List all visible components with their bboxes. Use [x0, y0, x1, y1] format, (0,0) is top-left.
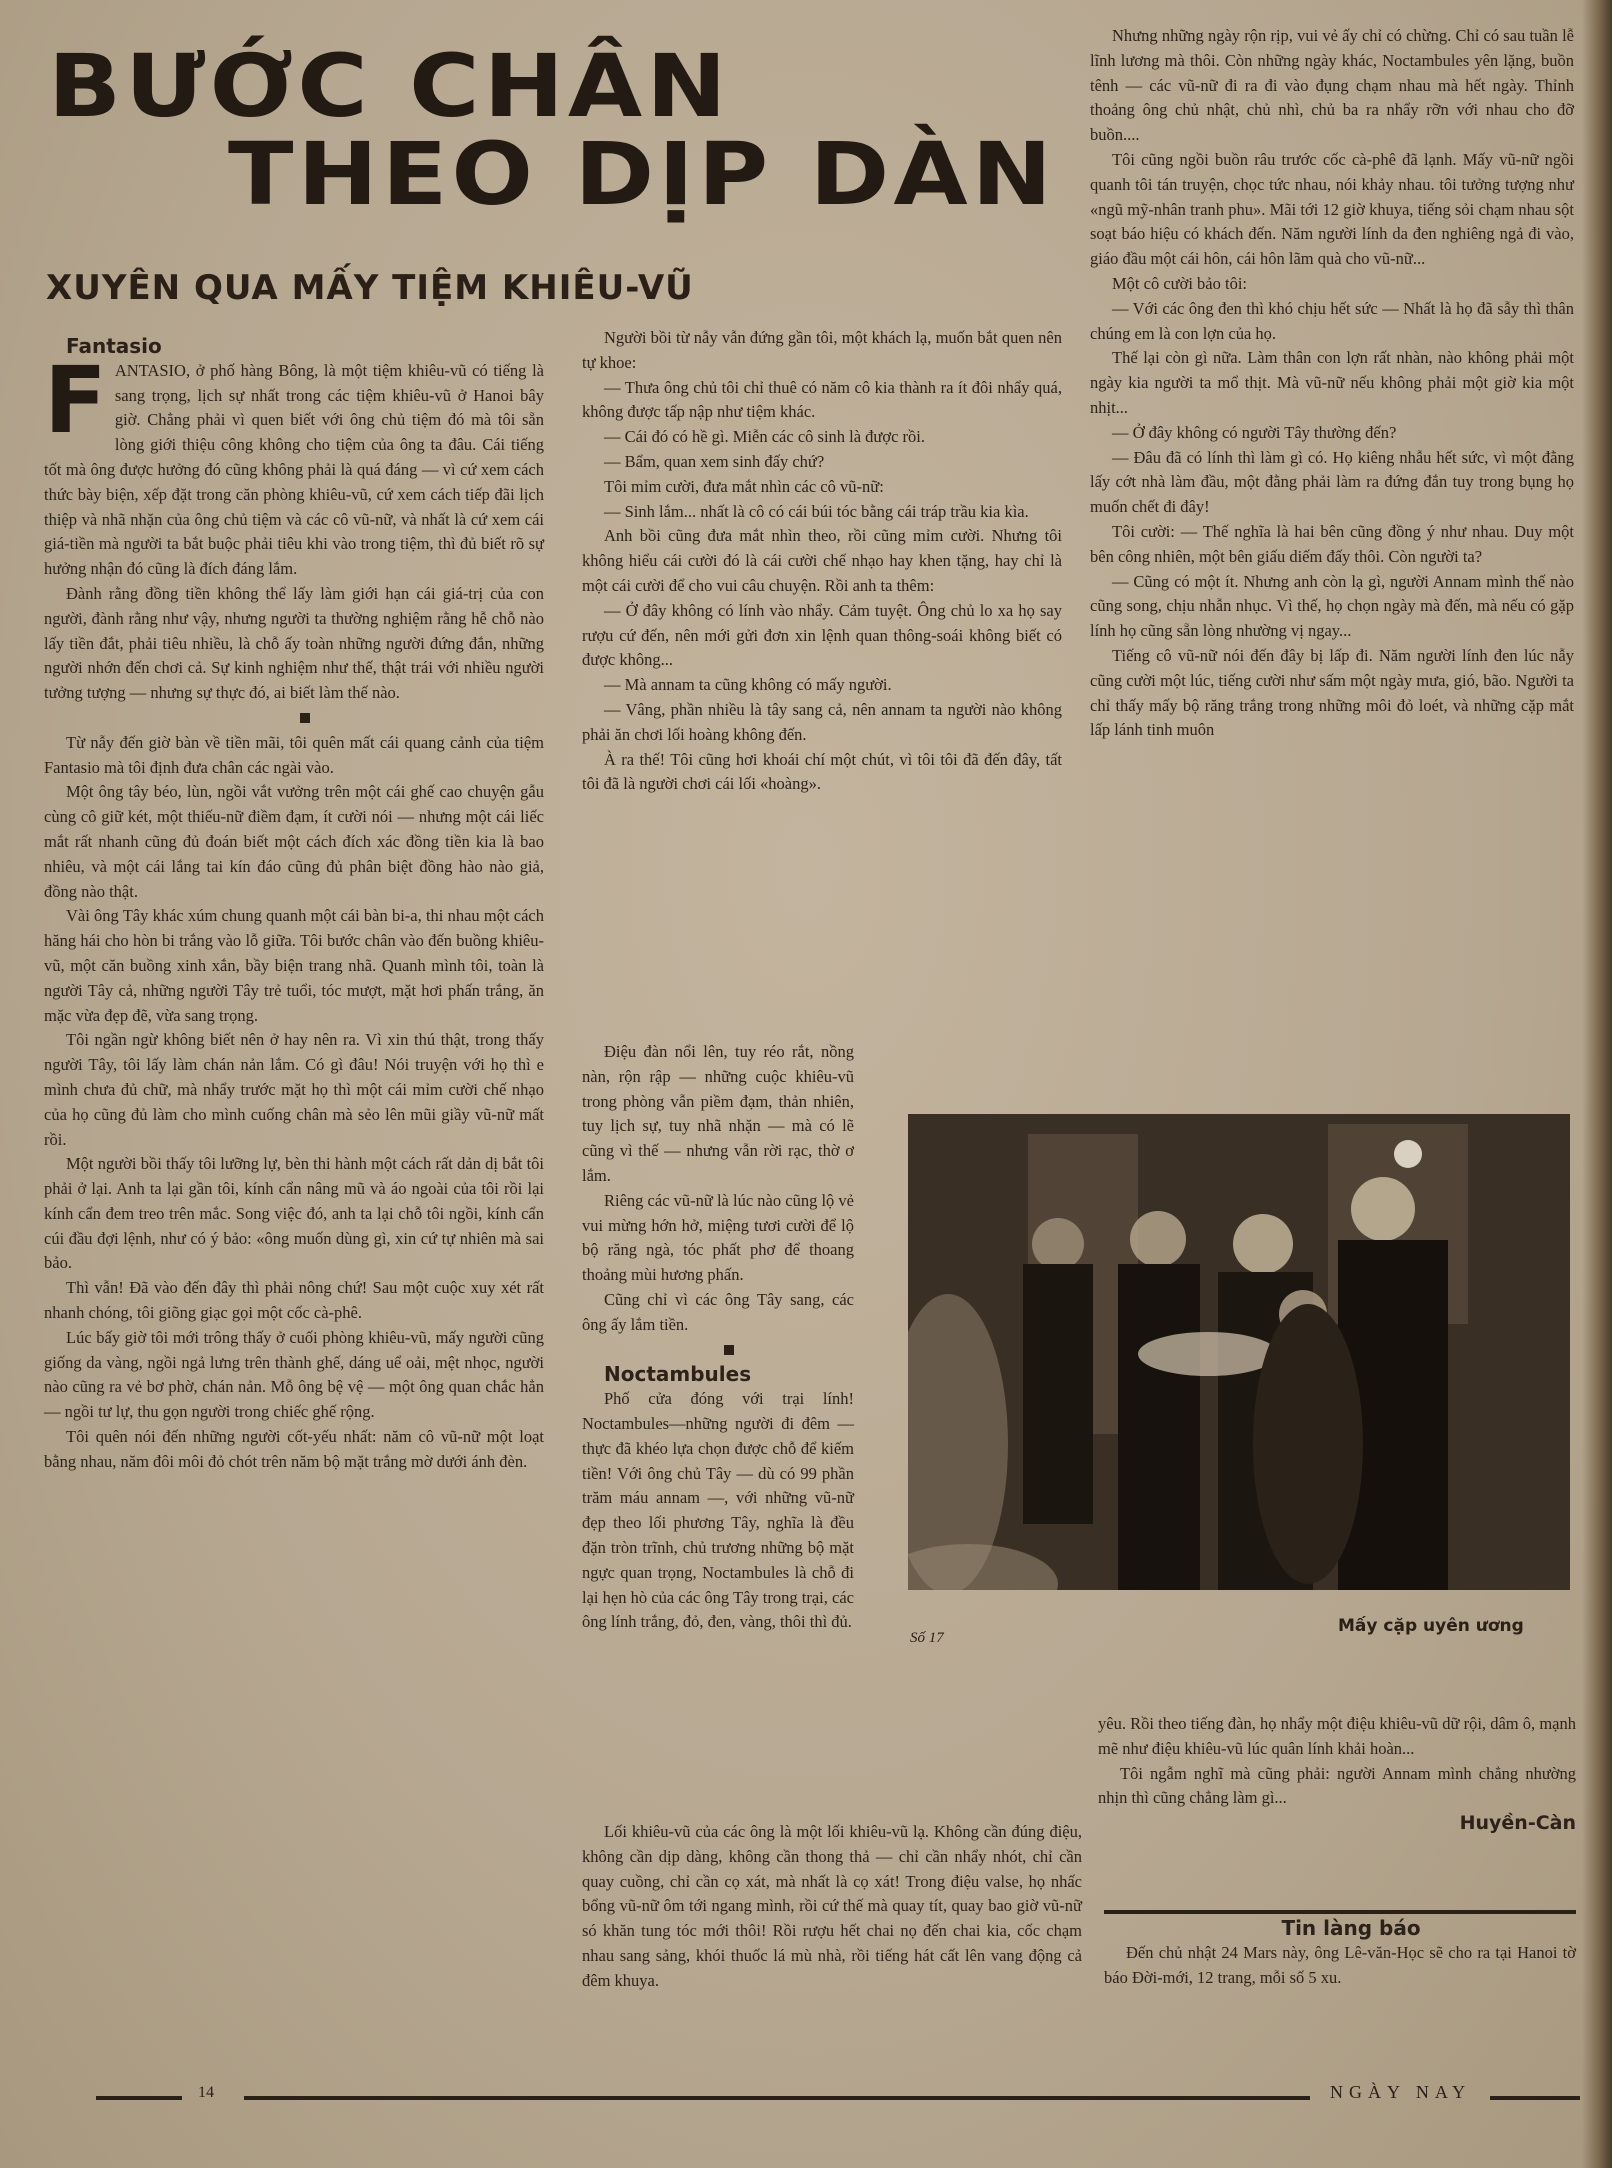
- page-edge-shadow: [1582, 0, 1612, 2168]
- paragraph: — Cũng có một ít. Nhưng anh còn lạ gì, người Annam mình thế nào cũng song, chịu nhẫn nhục. Vì thế, họ chọn ngày mà đến, mà nếu có gặp lính họ cũng sẵn lòng nhường vị ngay...: [1090, 571, 1574, 641]
- photo-caption: Mấy cặp uyên ương: [1338, 1616, 1524, 1636]
- separator-square: [300, 713, 310, 723]
- paragraph: Anh bồi cũng đưa mắt nhìn theo, rồi cũng mỉm cười. Nhưng tôi không hiểu cái cười đó là cái cười chế nhạo hay khen tặng, hay chỉ là một cái cười để cho vui câu chuyện. Rồi anh ta thêm:: [582, 526, 1062, 595]
- paragraph: Lúc bấy giờ tôi mới trông thấy ở cuối phòng khiêu-vũ, mấy người cũng giống da vàng, ngồi ngả lưng trên thành ghế, dáng uể oải, mệt nhọc, người nào cũng ra vẻ bơ phờ, chán nản. Mỗ ông bệ vệ — một ông quan chắc hẳn — ngồi tư lự, thu gọn người trong chiếc ghế rộng.: [44, 1327, 544, 1422]
- headline-line-1: BƯỚC CHÂN: [48, 35, 731, 137]
- column-3: [1090, 24, 1574, 743]
- paragraph: Từ nẫy đến giờ bàn về tiền mãi, tôi quên mất cái quang cảnh của tiệm Fantasio mà tôi định đưa chân các ngài vào.: [44, 732, 544, 777]
- photo-illustration: [908, 1114, 1570, 1590]
- section-heading-fantasio: Fantasio: [66, 334, 162, 358]
- paragraph: À ra thế! Tôi cũng hơi khoái chí một chút, vì tôi tôi đã đến đây, tất tôi đã là người chơi cái lối «hoàng».: [582, 749, 1062, 794]
- column-1: [44, 334, 544, 1475]
- paragraph: Tiếng cô vũ-nữ nói đến đây bị lấp đi. Năm người lính đen lúc nẫy cũng cười một lúc, tiếng cười như sấm một ngày mưa, gió, bão. Người ta chỉ thấy mấy bộ răng trắng trong những môi đỏ loét, và những cặp mắt lấp lánh tinh muôn: [1090, 645, 1574, 740]
- column-2-narrow: [582, 1040, 854, 1635]
- column-3-bottom: [1098, 1712, 1576, 1836]
- page-number: 14: [198, 2084, 214, 2101]
- publication-name: NGÀY NAY: [1330, 2082, 1472, 2102]
- paragraph: — Sinh lắm... nhất là cô có cái búi tóc bằng cái tráp trầu kia kìa.: [604, 501, 1029, 521]
- dancers-photo: [908, 1114, 1570, 1590]
- news-box: [1104, 1916, 1576, 1990]
- paragraph: Một người bồi thấy tôi lưỡng lự, bèn thi hành một cách rất dản dị bắt tôi phải ở lại. Anh ta lại gần tôi, kính cẩn nâng mũ và áo ngoài của tôi rồi lại kính cẩn đem treo trên mắc. Song việc đó, anh ta lại chỗ tôi ngồi, kính cẩn cúi đầu đợi lệnh, như có ý bảo: «ông muốn dùng gì, xin cứ tự nhiên mà sai bảo.: [44, 1154, 544, 1273]
- separator-square: [724, 1345, 734, 1355]
- paragraph: Thì vẫn! Đã vào đến đây thì phải nông chứ! Sau một cuộc xuy xét rất nhanh chóng, tôi giõng giạc gọi một cốc cà-phê.: [44, 1278, 544, 1323]
- paragraph: Người bồi từ nẫy vẫn đứng gần tôi, một khách lạ, muốn bắt quen nên tự khoe:: [582, 328, 1062, 372]
- paragraph: Một ông tây béo, lùn, ngồi vắt vưởng trên một cái ghế cao chuyện gẫu cùng cô giữ két, một thiếu-nữ điềm đạm, ít cười nói — nhưng một cái liếc mắt rất nhanh cũng đủ đoán biết một cách đích xác đồng tiền kia là bao nhiêu, và một cái lắng tai kín đáo cũng đủ phân biệt đồng hào nào giả, đồng nào thật.: [44, 782, 544, 901]
- paragraph: Thế lại còn gì nữa. Làm thân con lợn rất nhàn, nào không phải một ngày kia người ta mổ thịt. Mà vũ-nữ nếu không phải một giờ kia một nhịt...: [1090, 348, 1574, 417]
- column-2-bottom: [582, 1820, 1082, 1994]
- paragraph: Cũng chỉ vì các ông Tây sang, các ông ấy lắm tiền.: [582, 1289, 854, 1334]
- footer-rule-right: [1490, 2096, 1580, 2100]
- paragraph: — Cái đó có hề gì. Miễn các cô sinh là được rồi.: [604, 427, 926, 447]
- paragraph: Một cô cười bảo tôi:: [1112, 273, 1247, 293]
- paragraph: — Ở đây không có lính vào nhẩy. Cảm tuyệt. Ông chủ lo xa họ say rượu cứ đến, nên mới gửi đơn xin lệnh quan thông-soái không biết có được không...: [582, 600, 1062, 670]
- section-separator: [582, 1338, 854, 1363]
- paragraph: — Bẩm, quan xem sinh đấy chứ?: [604, 451, 825, 471]
- paragraph: Phố cửa đóng với trại lính! Noctambules—những người đi đêm — thực đã khéo lựa chọn được chỗ để kiếm tiền! Với ông chủ Tây — dù có 99 phần trăm máu annam —, với những vũ-nữ đẹp theo lối phương Tây, nghĩa là đều đặn tròn trĩnh, chủ trương những bộ mặt ngực quan trọng, Noctambules là chỗ đi lại hẹn hò của các ông Tây trong trại, các ông lính trắng, đỏ, đen, vàng, thôi thì đủ.: [582, 1389, 854, 1632]
- paragraph: — Đâu đã có lính thì làm gì có. Họ kiêng nhẫu hết sức, vì một đằng lấy cớt nhà làm đầu, một đằng phải làm ra đứng đắn tuy trong bụng họ muốn chết đi đây!: [1090, 447, 1574, 517]
- paragraph: Tôi quên nói đến những người cốt-yếu nhất: năm cô vũ-nữ một loạt bằng nhau, năm đôi môi đỏ chót trên năm bộ mặt trắng mờ dưới ánh đèn.: [44, 1427, 544, 1471]
- paragraph: Tôi cũng ngồi buồn râu trước cốc cà-phê đã lạnh. Mấy vũ-nữ ngồi quanh tôi tán truyện, chọc tức nhau, nói khảy nhau. tôi tưởng tượng như «ngũ mỹ-nhân tranh phu». Mãi tới 12 giờ khuya, tiếng sỏi chạm nhau sột soạt báo hiệu có khách đến. Năm người lính da đen nghiêng ngả đi vào, giáo đầu một cái hôn, cái hôn lãm quà cho vũ-nữ...: [1090, 149, 1574, 269]
- paragraph: FANTASIO, ở phố hàng Bông, là một tiệm khiêu-vũ có tiếng là sang trọng, lịch sự nhất trong các tiệm khiêu-vũ ở Hanoi bây giờ. Chẳng phải vì quen biết với ông chủ tiệm đó mà tôi sẵn lòng giới thiệu công không cho tiệm của ông ta đâu. Cái tiếng tốt mà ông được hưởng đó cũng không phải là quá đáng — vì cứ xem cách thức bày biện, xếp đặt trong căn phòng khiêu-vũ, cứ xem cách tiếp đãi lịch thiệp và nhã nhặn của ông chủ tiệm và các cô vũ-nữ, và nhất là cứ xem cái giá-tiền mà người ta bắt buộc phải tiêu khi vào trong tiệm, thì đủ biết rõ sự hưởng nhận đó cũng là đích đáng lắm.: [44, 346, 544, 579]
- drop-cap: F: [44, 346, 107, 454]
- column-2: [582, 326, 1062, 797]
- paragraph: Nhưng những ngày rộn rịp, vui vẻ ấy chỉ có chừng. Chỉ có sau tuần lễ lĩnh lương mà thôi. Còn những ngày khác, Noctambules yên lặng, buồn tênh — các vũ-nữ đi ra đi vào đụng chạm nhau mà hết ngày. Thỉnh thoảng ông chủ nhật, chủ nhì, chủ ba ra nhẩy rỡn với nhau cho đỡ buồn....: [1090, 26, 1574, 145]
- paragraph: — Mà annam ta cũng không có mấy người.: [604, 675, 892, 695]
- news-box-text: Đến chủ nhật 24 Mars này, ông Lê-văn-Học sẽ cho ra tại Hanoi tờ báo Đời-mới, 12 trang, mỗi số 5 xu.: [1104, 1942, 1576, 1987]
- paragraph: — Thưa ông chủ tôi chỉ thuê có năm cô kia thành ra ít đôi nhẩy quá, không được tấp nập như tiệm khác.: [582, 377, 1062, 422]
- paragraph: Tôi ngần ngừ không biết nên ở hay nên ra. Vì xin thú thật, trong thấy người Tây, tôi lấy làm chán nản lắm. Có gì đâu! Nói truyện với họ thì e mình chưa đủ chữ, mà nhẩy trước mặt họ thì một cái mỉm cười chế nhạo của họ cũng đủ làm cho mình cuống chân mà sẻo lên mũi giầy vũ-nữ mất rồi.: [44, 1030, 544, 1149]
- paragraph: Điệu đàn nổi lên, tuy réo rắt, nồng nàn, rộn rập — những cuộc khiêu-vũ trong phòng vẫn piềm đạm, thản nhiên, tuy lịch sự, tuy nhã nhặn — mà có lẽ cũng vì thế — nhưng vẫn rời rạc, thờ ơ lắm.: [582, 1042, 854, 1185]
- author-signature: Huyền-Càn: [1459, 1812, 1576, 1835]
- news-box-top-rule: [1104, 1910, 1576, 1914]
- paragraph: Riêng các vũ-nữ là lúc nào cũng lộ vẻ vui mừng hớn hở, miệng tươi cười để lộ bộ răng ngà, tóc phất phơ để thoang thoảng mùi hương phấn.: [582, 1190, 854, 1285]
- article-subtitle: XUYÊN QUA MẤY TIỆM KHIÊU-VŨ: [46, 268, 694, 308]
- paragraph: Lối khiêu-vũ của các ông là một lối khiêu-vũ lạ. Không cần đúng điệu, không cần dịp dàng, không cần thong thả — chỉ cần nhẩy nhót, chỉ cần quay cuồng, chỉ cần cọ xát, mà nhất là cọ xát! Trong điệu valse, họ nhấc bổng vũ-nữ ôm tới ngang mình, rồi cứ thế mà quay tít, quay bao giờ vũ-nữ só khăn tung tóc mới thôi! Rồi rượu hết chai nọ đến chai kia, cốc chạm nhau sang sảng, khói thuốc lá mù nhà, rồi tiếng hát cất lên vang động cả đêm khuya.: [582, 1822, 1082, 1990]
- footer-rule-left: [96, 2096, 182, 2100]
- paragraph: Đành rằng đồng tiền không thể lấy làm giới hạn cái giá-trị của con người, đành rằng như vậy, nhưng người ta thường nghiệm rằng hễ chỗ nào lấy tiền đắt, phải tiêu nhiều, là chỗ ấy toàn những người đứng đắn, những người nhớn đến chơi cả. Sự kinh nghiệm như thế, thật trái với nhiều người tưởng tượng — nhưng sự thực đó, ai biết làm thế nào.: [44, 583, 544, 703]
- paragraph: yêu. Rồi theo tiếng đàn, họ nhẩy một điệu khiêu-vũ dữ rội, dâm ô, mạnh mẽ như điệu khiêu-vũ lúc quân lính khải hoàn...: [1098, 1714, 1576, 1758]
- paragraph: Tôi ngẫm nghĩ mà cũng phải: người Annam mình chẳng nhường nhịn thì cũng chẳng làm gì...: [1098, 1763, 1576, 1808]
- article-headline: [48, 35, 1068, 225]
- paragraph: — Ở đây không có người Tây thường đến?: [1112, 422, 1397, 442]
- paragraph: Tôi mỉm cười, đưa mắt nhìn các cô vũ-nữ:: [604, 476, 884, 496]
- section-separator: [44, 706, 544, 731]
- headline-line-2: THEO DỊP DÀN: [228, 123, 1056, 225]
- news-box-title: Tin làng báo: [1281, 1916, 1421, 1940]
- footer-rule-middle: [244, 2096, 1310, 2100]
- photo-caption-number: Số 17: [910, 1630, 944, 1646]
- section-heading-noctambules: Noctambules: [604, 1362, 752, 1387]
- paragraph: Tôi cười: — Thế nghĩa là hai bên cũng đồng ý như nhau. Duy một bên công nhiên, một bên giấu diếm đấy thôi. Còn người ta?: [1090, 521, 1574, 566]
- paragraph: — Vâng, phần nhiều là tây sang cả, nên annam ta người nào không phải ăn chơi lối hoàng không đến.: [582, 699, 1062, 744]
- paragraph: Vài ông Tây khác xúm chung quanh một cái bàn bi-a, thi nhau một cách hăng hái cho hòn bi trắng vào lỗ giữa. Tôi bước chân vào đến buồng khiêu-vũ, một căn buồng xinh xắn, bầy biện trang nhã. Quanh mình tôi, toàn là người Tây cả, những người Tây trẻ tuổi, tóc mượt, mặt hơi phấn trắng, ăn mặc vừa đẹp đẽ, vừa sang trọng.: [44, 906, 544, 1025]
- paragraph: — Với các ông đen thì khó chịu hết sức — Nhất là họ đã sẫy thì thân chúng em là con lợn của họ.: [1090, 298, 1574, 343]
